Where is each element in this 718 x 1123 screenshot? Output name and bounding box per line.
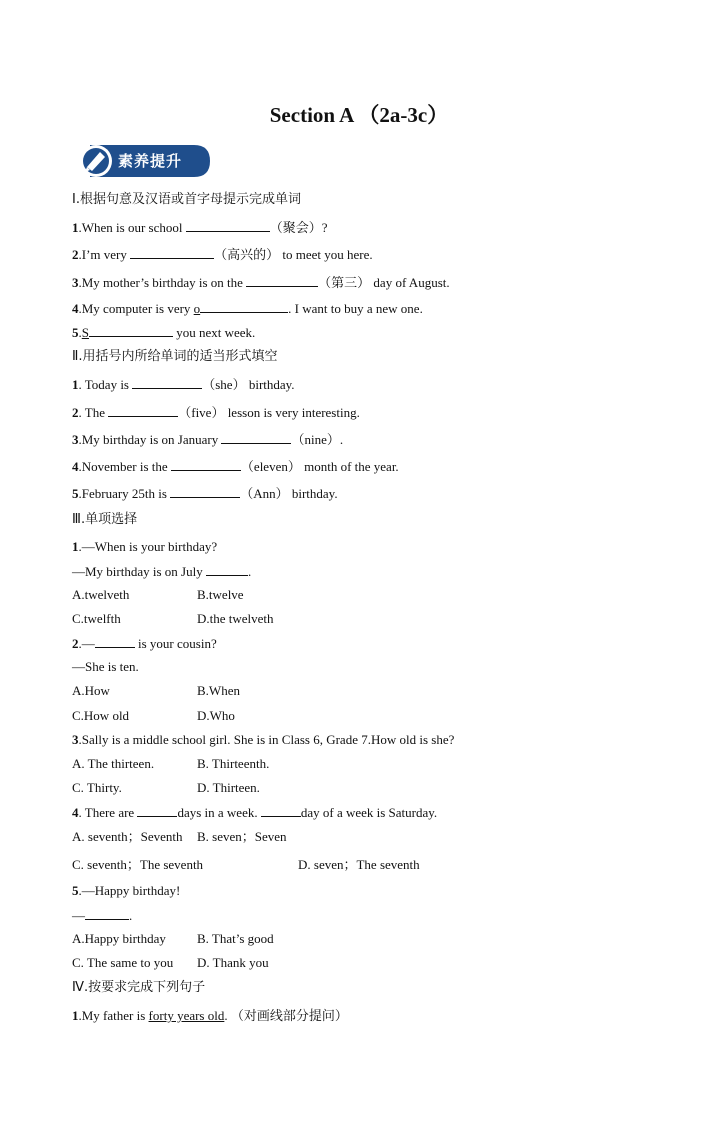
s3-q4-option-a[interactable]: A. seventh；Seventh (72, 829, 183, 844)
s3-q2-option-c[interactable]: C.How old (72, 708, 130, 723)
s3-q1-option-b[interactable]: B.twelve (197, 587, 244, 602)
s3-q1-option-d[interactable]: D.the twelveth (197, 611, 274, 626)
s2-question-4: 4.November is the （eleven） month of the year. (72, 459, 399, 474)
s3-question-2: 2.— is your cousin? (72, 636, 217, 651)
s3-q2-option-b[interactable]: B.When (197, 683, 240, 698)
answer-blank[interactable] (186, 219, 270, 232)
s4-question-1: 1.My father is forty years old. （对画线部分提问） (72, 1008, 348, 1023)
s1-question-1: 1.When is our school （聚会）? (72, 220, 328, 235)
s3-q3-option-a[interactable]: A. The thirteen. (72, 756, 155, 771)
answer-blank[interactable] (170, 485, 240, 498)
s3-question-5: 5.—Happy birthday! (72, 883, 181, 898)
s3-q5-option-a[interactable]: A.Happy birthday (72, 931, 166, 946)
s3-question-4: 4. There are days in a week. day of a week is Saturday. (72, 805, 438, 820)
s3-question-1: 1.—When is your birthday? (72, 539, 218, 554)
section-4-heading: Ⅳ.按要求完成下列句子 (72, 980, 206, 995)
answer-blank[interactable] (246, 274, 318, 287)
s3-q4-option-b[interactable]: B. seven；Seven (197, 829, 287, 844)
section-1-heading: Ⅰ.根据句意及汉语或首字母提示完成单词 (72, 192, 301, 207)
s3-q3-option-d[interactable]: D. Thirteen. (197, 780, 260, 795)
answer-blank[interactable] (171, 458, 241, 471)
answer-blank[interactable] (221, 431, 291, 444)
s3-question-5-line2: — . (72, 908, 133, 923)
s2-question-1: 1. Today is （she） birthday. (72, 377, 295, 392)
s3-q2-option-a[interactable]: A.How (72, 683, 110, 698)
s2-question-5: 5.February 25th is （Ann） birthday. (72, 486, 338, 501)
answer-blank[interactable] (137, 804, 177, 817)
answer-blank[interactable] (108, 404, 178, 417)
s3-q1-option-c[interactable]: C.twelfth (72, 611, 121, 626)
s3-q3-option-c[interactable]: C. Thirty. (72, 780, 122, 795)
underlined-phrase: forty years old (148, 1008, 225, 1023)
answer-blank[interactable] (130, 246, 214, 259)
answer-blank[interactable] (200, 300, 288, 313)
answer-blank[interactable] (261, 804, 301, 817)
answer-blank[interactable] (95, 635, 135, 648)
s1-question-2: 2.I’m very （高兴的） to meet you here. (72, 247, 373, 262)
s3-q5-option-c[interactable]: C. The same to you (72, 955, 174, 970)
s1-question-4: 4.My computer is very o . I want to buy a new one. (72, 301, 423, 316)
s1-question-5: 5.S you next week. (72, 325, 256, 340)
s3-question-2-line2: —She is ten. (72, 659, 139, 674)
s3-q1-option-a[interactable]: A.twelveth (72, 587, 130, 602)
s3-q5-option-b[interactable]: B. That’s good (197, 931, 274, 946)
s1-question-3: 3.My mother’s birthday is on the （第三） day of August. (72, 275, 450, 290)
page-title: Section A （2a-3c） (269, 103, 449, 127)
s3-q4-option-d[interactable]: D. seven；The seventh (298, 857, 420, 872)
s2-question-2: 2. The （five） lesson is very interesting. (72, 405, 360, 420)
section-3-heading: Ⅲ.单项选择 (72, 512, 138, 527)
answer-blank[interactable] (85, 907, 129, 920)
answer-blank[interactable] (89, 324, 173, 337)
s3-question-3: 3.Sally is a middle school girl. She is in Class 6, Grade 7.How old is she? (72, 732, 455, 747)
badge-label: 素养提升 (118, 152, 183, 170)
s2-question-3: 3.My birthday is on January （nine）. (72, 432, 344, 447)
section-2-heading: Ⅱ.用括号内所给单词的适当形式填空 (72, 349, 278, 364)
s3-q4-option-c[interactable]: C. seventh；The seventh (72, 857, 204, 872)
s3-q3-option-b[interactable]: B. Thirteenth. (197, 756, 270, 771)
s3-question-1-line2: —My birthday is on July . (72, 564, 252, 579)
answer-blank[interactable] (132, 376, 202, 389)
answer-blank[interactable] (206, 563, 248, 576)
s3-q2-option-d[interactable]: D.Who (197, 708, 235, 723)
s3-q5-option-d[interactable]: D. Thank you (197, 955, 269, 970)
